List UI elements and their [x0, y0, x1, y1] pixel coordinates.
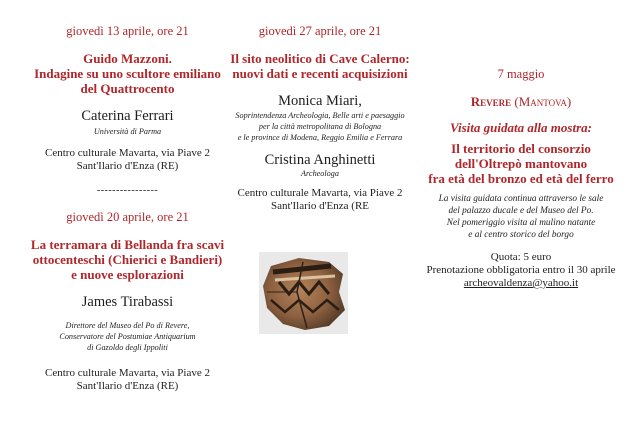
event-3-venue: Centro culturale Mavarta, via Piave 2 Sant'Ilario d'Enza (RE [237, 187, 403, 212]
event-1-date: giovedì 13 aprile, ore 21 [66, 24, 189, 38]
event-3-speaker-2: Cristina Anghinetti [264, 152, 376, 168]
event-3-date: giovedì 27 aprile, ore 21 [258, 24, 382, 38]
event-1-affiliation: Università di Parma [93, 127, 162, 136]
event-1-title: Guido Mazzoni. Indagine su uno scultore emiliano del Quattrocento [34, 51, 221, 96]
separator: ---------------- [96, 185, 159, 196]
visit-place: Revere (Mantova) [470, 94, 572, 109]
visit-fee: Quota: 5 euro [490, 251, 552, 263]
event-3-title: Il sito neolitico di Cave Calerno: nuovi dati e recenti acquisizioni [230, 51, 410, 81]
event-2-affiliation: Direttore del Museo del Po di Revere, Conservatore del Postumiae Antiquarium di Gazoldo degli Ippoliti [59, 321, 196, 352]
event-2-venue: Centro culturale Mavarta, via Piave 2 Sant'Ilario d'Enza (RE) [45, 367, 210, 392]
visit-title: Visita guidata alla mostra: [450, 120, 592, 135]
pottery-fragment-illustration [259, 252, 348, 334]
visit-booking: Prenotazione obbligatoria entro il 30 aprile [426, 264, 616, 276]
event-1-venue: Centro culturale Mavarta, via Piave 2 Sant'Ilario d'Enza (RE) [45, 147, 210, 172]
exhibit-title: Il territorio del consorzio dell'Oltrepò mantovano fra età del bronzo ed età del ferro [428, 141, 614, 186]
event-3-speaker-1: Monica Miari, [278, 93, 362, 109]
event-3-affiliation-2: Archeologa [301, 169, 339, 178]
visit-note: La visita guidata continua attraverso le sale del palazzo ducale e del Museo del Po. Nel pomeriggio visita al mulino natante e al centro storico del borgo [438, 194, 604, 240]
event-3-affiliation-1: Soprintendenza Archeologia, Belle arti e paesaggio per la città metropolitana di Bologna e le province di Modena, Reggio Emilia e Ferrara [235, 111, 405, 142]
event-2-speaker: James Tirabassi [81, 294, 174, 310]
event-1-speaker: Caterina Ferrari [81, 108, 174, 124]
contact-email-link[interactable]: archeovaldenza@yahoo.it [463, 277, 579, 289]
pottery-fragment-image [259, 252, 348, 334]
visit-date: 7 maggio [497, 67, 545, 81]
event-2-title: La terramara di Bellanda fra scavi ottocenteschi (Chierici e Bandieri) e nuove esplorazioni [30, 237, 225, 282]
event-2-date: giovedì 20 aprile, ore 21 [66, 210, 189, 224]
